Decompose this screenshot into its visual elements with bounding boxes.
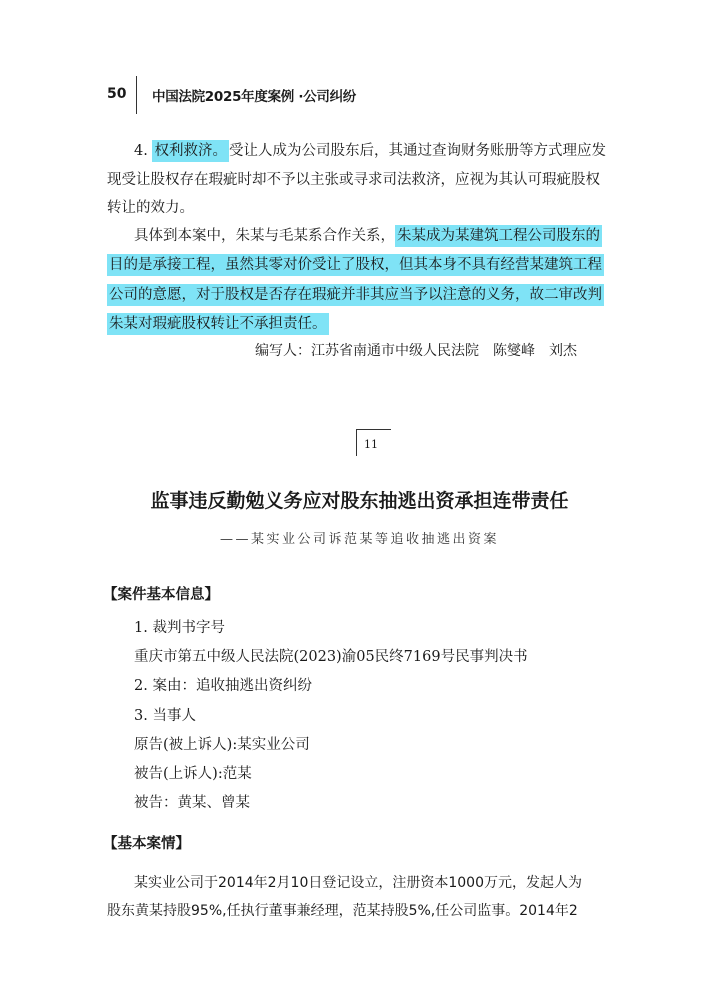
case-subtitle: ——某实业公司诉范某等追收抽逃出资案 <box>219 532 499 547</box>
header-divider <box>136 76 137 114</box>
facts-line1: 某实业公司于2014年2月10日登记设立，注册资本1000万元，发起人为 <box>134 875 582 891</box>
section4-highlight: 权利救济。 <box>152 140 229 162</box>
section4-line1-rest: 受让人成为公司股东后，其通过查询财务账册等方式理应发 <box>228 143 606 159</box>
basic-info-heading: 【案件基本信息】 <box>103 587 219 603</box>
para2-line1-plain: 具体到本案中，朱某与毛某系合作关系， <box>134 228 395 244</box>
section4-lead: 4. <box>134 143 148 159</box>
para2-line3 <box>107 284 604 306</box>
facts-heading: 【基本案情】 <box>103 836 190 852</box>
basic-info-item: 3. 当事人 <box>134 708 196 724</box>
case-number: 11 <box>364 438 378 451</box>
page-number: 50 <box>107 86 127 102</box>
para2-line4 <box>107 313 329 335</box>
case-number-box <box>356 429 391 456</box>
basic-info-item: 1. 裁判书字号 <box>134 620 225 636</box>
facts-line2: 股东黄某持股95%,任执行董事兼经理，范某持股5%,任公司监事。2014年2 <box>107 903 578 919</box>
case-title: 监事违反勤勉义务应对股东抽逃出资承担连带责任 <box>150 490 569 512</box>
basic-info-item: 被告(上诉人):范某 <box>134 766 252 782</box>
para2-line2 <box>107 254 604 276</box>
para2-line3-highlight: 公司的意愿，对于股权是否存在瑕疵并非其应当予以注意的义务，故二审改判 <box>107 284 604 306</box>
basic-info-item: 重庆市第五中级人民法院(2023)渝05民终7169号民事判决书 <box>134 649 528 665</box>
para2-line1-highlight: 朱某成为某建筑工程公司股东的 <box>395 225 602 247</box>
para2-line2-highlight: 目的是承接工程，虽然其零对价受让了股权，但其本身不具有经营某建筑工程 <box>107 254 604 276</box>
para2-line1 <box>134 225 602 247</box>
basic-info-item: 2. 案由：追收抽逃出资纠纷 <box>134 678 312 694</box>
para2-line4-highlight: 朱某对瑕疵股权转让不承担责任。 <box>107 313 329 335</box>
basic-info-item: 被告：黄某、曾某 <box>134 795 250 811</box>
section4-line1 <box>134 140 606 162</box>
section4-line2: 现受让股权存在瑕疵时却不予以主张或寻求司法救济，应视为其认可瑕疵股权 <box>107 172 600 188</box>
section4-line3: 转让的效力。 <box>107 200 194 216</box>
running-title: 中国法院2025年度案例 ·公司纠纷 <box>152 89 357 105</box>
basic-info-item: 原告(被上诉人):某实业公司 <box>134 737 310 753</box>
author-credit: 编写人：江苏省南通市中级人民法院 陈燮峰 刘杰 <box>255 343 577 359</box>
